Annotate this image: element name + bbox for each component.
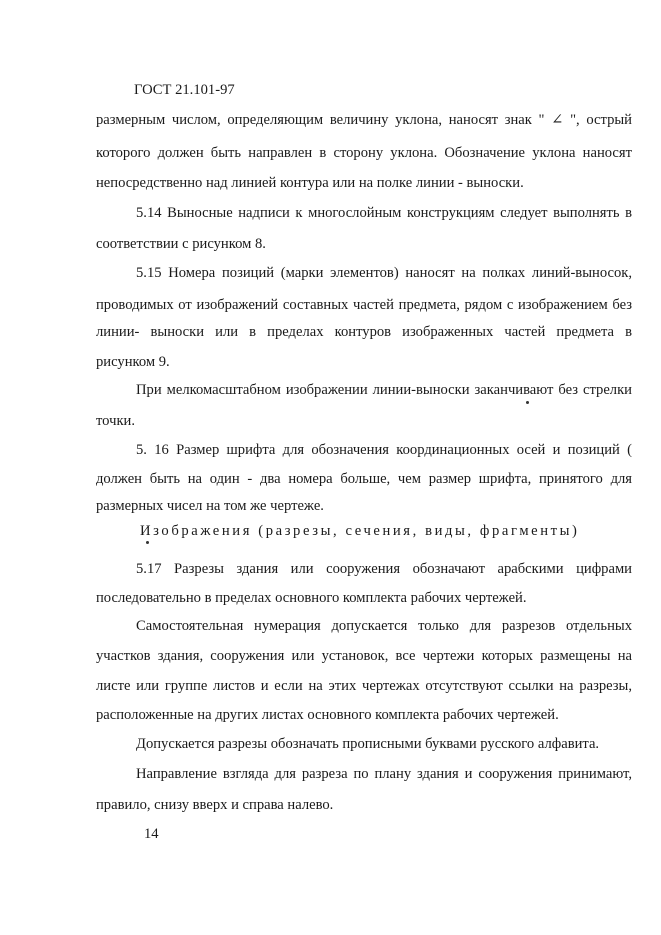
text-line: 5. 16 Размер шрифта для обозначения координационных осей и позиций ( [136, 442, 632, 458]
scan-speck [146, 541, 149, 544]
text-line: 5.15 Номера позиций (марки элементов) наносят на полках линий-выносок, [136, 265, 632, 281]
text-line: размерных чисел на том же чертеже. [96, 498, 324, 514]
text-line: последовательно в пределах основного комплекта рабочих чертежей. [96, 590, 527, 606]
text-line: участков здания, сооружения или установок, все чертежи которых размещены на [96, 648, 632, 664]
text-line: листе или группе листов и если на этих чертежах отсутствуют ссылки на разрезы, [96, 678, 632, 694]
text-line: Самостоятельная нумерация допускается только для разрезов отдельных [136, 618, 632, 634]
text-line: размерным числом, определяющим величину уклона, наносят знак " ∠ ", острый [96, 112, 632, 128]
page-number: 14 [144, 826, 159, 842]
text-line: соответствии с рисунком 8. [96, 236, 266, 252]
text-line: правило, снизу вверх и справа налево. [96, 797, 334, 813]
text-line: точки. [96, 413, 135, 429]
text-line: Направление взгляда для разреза по плану здания и сооружения принимают, [136, 766, 632, 782]
text-line: линии- выноски или в пределах контуров изображенных частей предмета в [96, 324, 632, 340]
text-line: проводимых от изображений составных частей предмета, рядом с изображением без [96, 297, 632, 313]
text-line: которого должен быть направлен в сторону уклона. Обозначение уклона наносят [96, 145, 632, 161]
document-code: ГОСТ 21.101-97 [134, 82, 235, 98]
scan-speck [526, 401, 529, 404]
section-heading: Изображения (разрезы, сечения, виды, фрагменты) [140, 523, 580, 539]
text-line: должен быть на один - два номера больше, чем размер шрифта, принятого для [96, 471, 632, 487]
text-line: При мелкомасштабном изображении линии-выноски заканчивают без стрелки [136, 382, 632, 398]
text-line: непосредственно над линией контура или на полке линии - выноски. [96, 175, 524, 191]
text-line: расположенные на других листах основного комплекта рабочих чертежей. [96, 707, 559, 723]
text-line: рисунком 9. [96, 354, 170, 370]
text-line: 5.14 Выносные надписи к многослойным конструкциям следует выполнять в [136, 205, 632, 221]
text-line: 5.17 Разрезы здания или сооружения обозначают арабскими цифрами [136, 561, 632, 577]
text-line: Допускается разрезы обозначать прописными буквами русского алфавита. [136, 736, 600, 752]
